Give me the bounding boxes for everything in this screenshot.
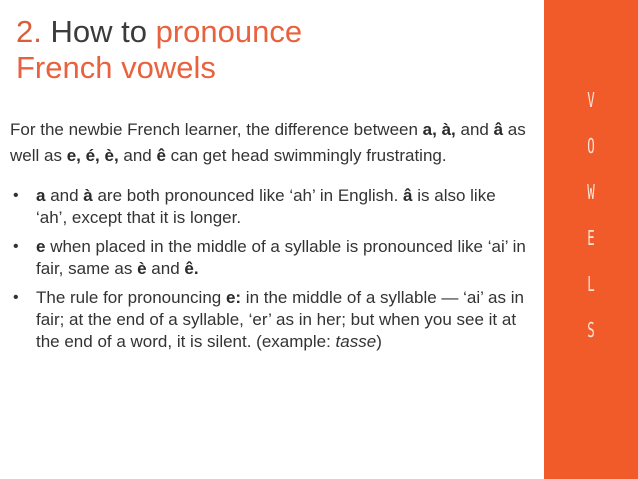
bullet-dot: • bbox=[13, 289, 19, 306]
intro-bold: â bbox=[493, 120, 504, 139]
bullet-item bbox=[10, 287, 530, 353]
vowels-sidebar bbox=[544, 0, 638, 479]
bullet-bold: â bbox=[403, 186, 413, 205]
bullet-list bbox=[10, 185, 530, 353]
slide-title bbox=[16, 14, 536, 86]
sidebar-letter-v: V bbox=[587, 88, 595, 112]
bullet-italic: tasse bbox=[335, 332, 377, 351]
sidebar-letter-w: W bbox=[587, 180, 595, 204]
slide-content bbox=[10, 117, 530, 360]
bullet-item bbox=[10, 236, 530, 280]
sidebar-letter-l: L bbox=[587, 272, 595, 296]
intro-text: and bbox=[455, 120, 494, 139]
intro-text: as well as bbox=[10, 120, 526, 165]
bullet-text: and bbox=[146, 259, 185, 278]
bullet-bold: e: bbox=[225, 288, 242, 307]
bullet-dot: • bbox=[13, 238, 19, 255]
intro-text: and bbox=[118, 146, 157, 165]
intro-paragraph bbox=[10, 117, 530, 169]
title-line2: French vowels bbox=[16, 50, 216, 85]
bullet-bold: à bbox=[83, 186, 93, 205]
intro-bold: ê bbox=[156, 146, 166, 165]
bullet-text: and bbox=[45, 186, 84, 205]
title-text-part1: How to bbox=[41, 14, 156, 49]
bullet-text: when placed in the middle of a syllable is pronounced like ‘ai’ in fair, same as bbox=[36, 237, 526, 278]
bullet-text: are both pronounced like ‘ah’ in English. bbox=[92, 186, 404, 205]
bullet-text: The rule for pronouncing bbox=[36, 288, 226, 307]
sidebar-letter-e: E bbox=[587, 226, 595, 250]
intro-text: can get head swimmingly frustrating. bbox=[165, 146, 447, 165]
bullet-text: is also like ‘ah’, except that it is longer. bbox=[36, 186, 496, 227]
title-number: 2. bbox=[16, 14, 42, 49]
intro-bold: a, à, bbox=[422, 120, 456, 139]
bullet-bold: ê. bbox=[184, 259, 199, 278]
title-text-part2: pronounce bbox=[155, 14, 303, 49]
bullet-text: ) bbox=[376, 332, 382, 351]
intro-text: For the newbie French learner, the difference between bbox=[10, 120, 423, 139]
bullet-dot: • bbox=[13, 187, 19, 204]
bullet-bold: e bbox=[36, 237, 46, 256]
bullet-text: in the middle of a syllable — ‘ai’ as in fair; at the end of a syllable, ‘er’ as in her; but when you see it at the end of a word, it is silent. (example: bbox=[36, 288, 524, 351]
intro-bold: e, é, è, bbox=[66, 146, 119, 165]
sidebar-letters bbox=[544, 88, 638, 364]
bullet-item bbox=[10, 185, 530, 229]
sidebar-letter-s: S bbox=[587, 318, 595, 342]
bullet-bold: è bbox=[137, 259, 147, 278]
bullet-bold: a bbox=[36, 186, 46, 205]
sidebar-letter-o: O bbox=[587, 134, 595, 158]
